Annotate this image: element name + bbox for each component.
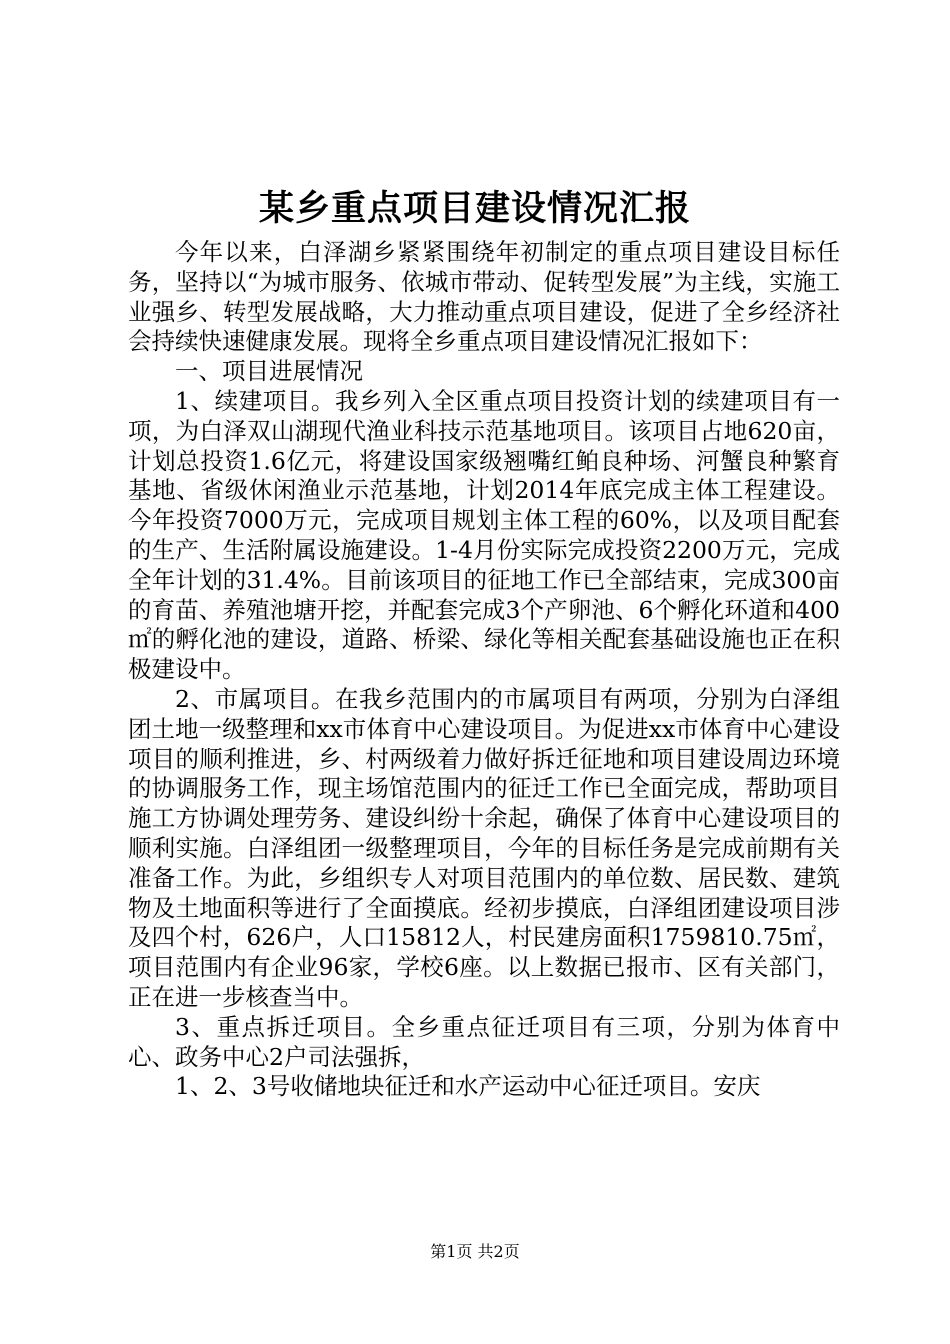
section-heading: 一、项目进展情况 xyxy=(175,357,363,386)
paragraph-intro: 今年以来，白泽湖乡紧紧围绕年初制定的重点项目建设目标任务，坚持以“为城市服务、依城市带动、促转型发展”为主线，实施工业强乡、转型发展战略，大力推动重点项目建设，促进了全乡经济社会持续快速健康发展。现将全乡重点项目建设情况汇报如下： xyxy=(128,238,840,356)
document-body xyxy=(128,238,840,1102)
paragraph-continuation: 1、2、3号收储地块征迁和水产运动中心征迁项目。安庆 xyxy=(175,1072,761,1101)
paragraph-demolition-projects: 3、重点拆迁项目。全乡重点征迁项目有三项，分别为体育中心、政务中心2户司法强拆， xyxy=(128,1012,840,1071)
page-number-footer: 第1页 共2页 xyxy=(430,1242,520,1261)
paragraph-continuing-projects: 1、续建项目。我乡列入全区重点项目投资计划的续建项目有一项，为白泽双山湖现代渔业科技示范基地项目。该项目占地620亩，计划总投资1.6亿元，将建设国家级翘嘴红鲌良种场、河蟹良种繁育基地、省级休闲渔业示范基地，计划2014年底完成主体工程建设。今年投资7000万元，完成项目规划主体工程的60%，以及项目配套的生产、生活附属设施建设。1-4月份实际完成投资2200万元，完成全年计划的31.4%。目前该项目的征地工作已全部结束，完成300亩的育苗、养殖池塘开挖，并配套完成3个产卵池、6个孵化环道和400㎡的孵化池的建设，道路、桥梁、绿化等相关配套基础设施也正在积极建设中。 xyxy=(128,386,840,684)
paragraph-city-projects: 2、市属项目。在我乡范围内的市属项目有两项，分别为白泽组团土地一级整理和xx市体育中心建设项目。为促进xx市体育中心建设项目的顺利推进，乡、村两级着力做好拆迁征地和项目建设周边环境的协调服务工作，现主场馆范围内的征迁工作已全面完成，帮助项目施工方协调处理劳务、建设纠纷十余起，确保了体育中心建设项目的顺利实施。白泽组团一级整理项目，今年的目标任务是完成前期有关准备工作。为此，乡组织专人对项目范围内的单位数、居民数、建筑物及土地面积等进行了全面摸底。经初步摸底，白泽组团建设项目涉及四个村，626户，人口15812人，村民建房面积1759810.75㎡，项目范围内有企业96家，学校6座。以上数据已报市、区有关部门，正在进一步核查当中。 xyxy=(128,684,840,1011)
document-title: 某乡重点项目建设情况汇报 xyxy=(258,188,691,229)
